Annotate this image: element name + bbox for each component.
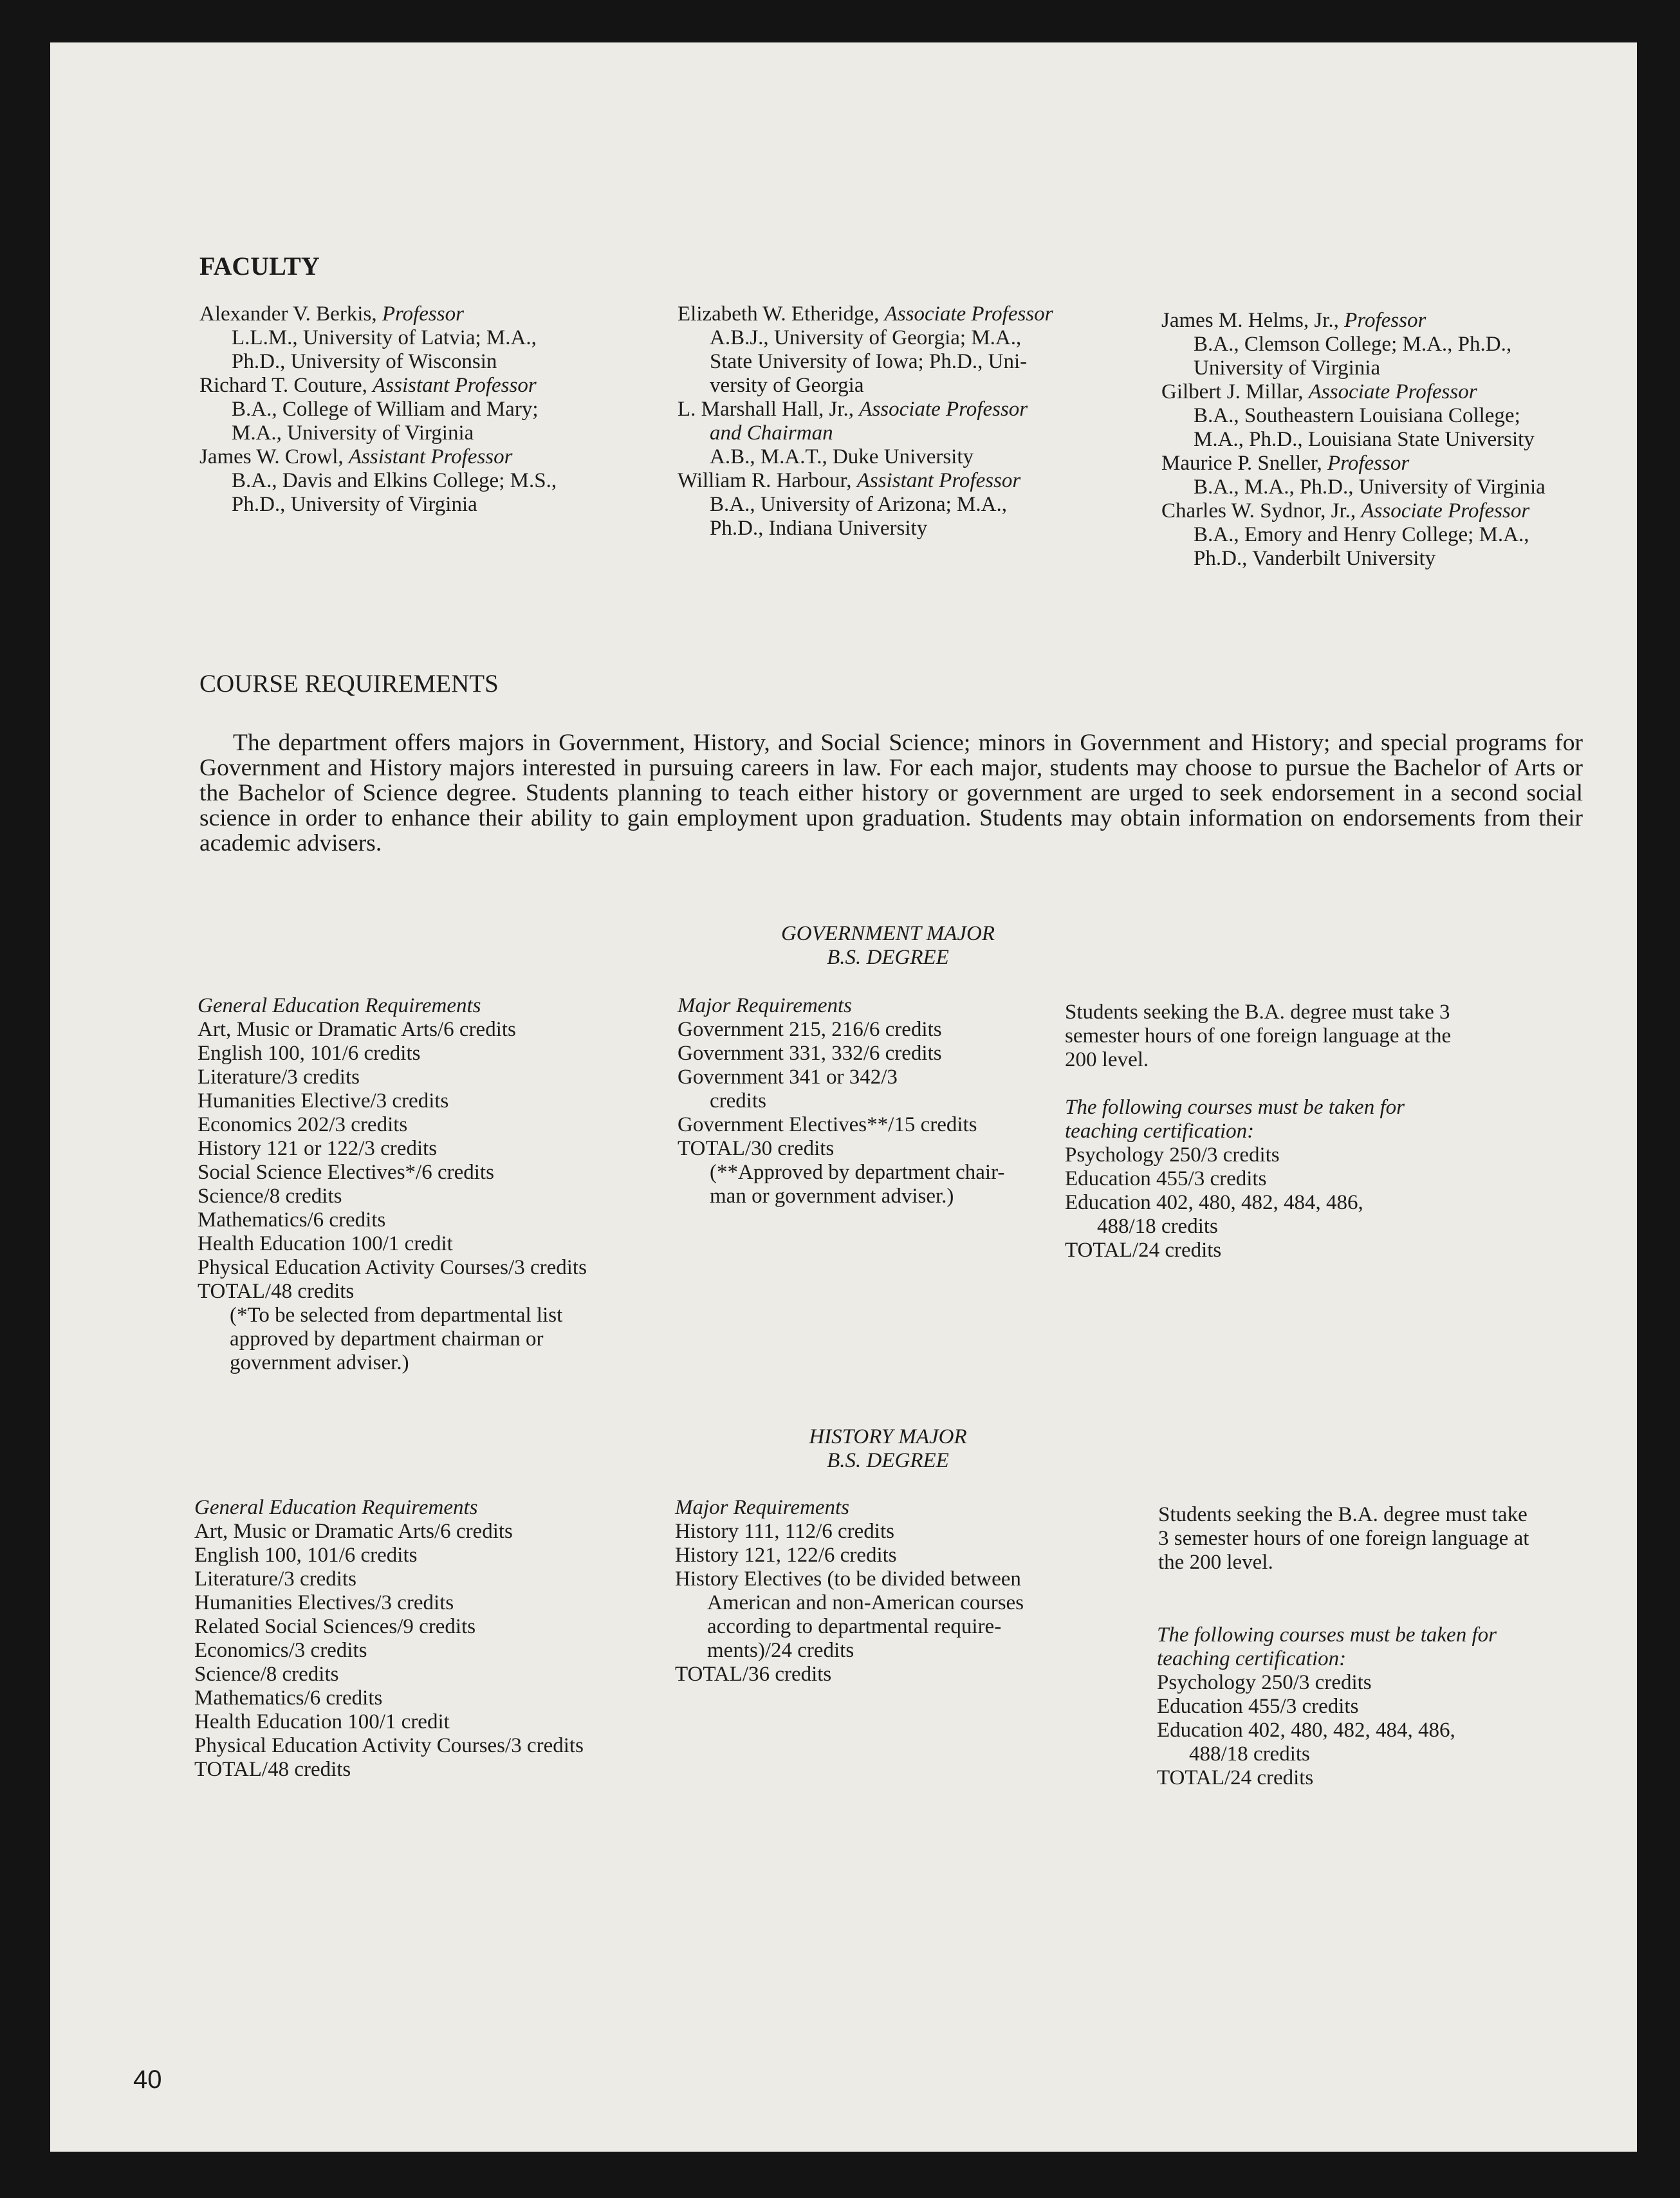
faculty-degree: Ph.D., University of Wisconsin bbox=[232, 350, 497, 373]
faculty-degree: Ph.D., Vanderbilt University bbox=[1194, 547, 1436, 570]
faculty-degree: B.A., Davis and Elkins College; M.S., bbox=[232, 469, 557, 492]
faculty-degree: University of Virginia bbox=[1194, 356, 1381, 380]
faculty-degree: Ph.D., Indiana University bbox=[710, 517, 928, 540]
faculty-name: James M. Helms, Jr., Professor bbox=[1161, 309, 1426, 332]
major-heading: Major Requirements bbox=[678, 994, 852, 1017]
requirement-note: approved by department chairman or bbox=[230, 1327, 544, 1351]
requirement-item: English 100, 101/6 credits bbox=[194, 1544, 418, 1567]
government-major-degree: B.S. DEGREE bbox=[827, 946, 949, 969]
faculty-name: Elizabeth W. Etheridge, Associate Professor bbox=[678, 302, 1053, 326]
government-major-heading bbox=[708, 922, 1068, 970]
government-certification bbox=[1065, 1096, 1405, 1262]
faculty-column-1 bbox=[199, 302, 557, 517]
government-ba-note bbox=[1065, 1001, 1451, 1072]
faculty-name: L. Marshall Hall, Jr., Associate Professor bbox=[678, 398, 1028, 421]
history-gen-ed bbox=[194, 1496, 584, 1782]
requirement-item: Education 402, 480, 482, 484, 486, bbox=[1157, 1719, 1455, 1742]
requirement-total: TOTAL/48 credits bbox=[198, 1280, 355, 1303]
gen-ed-heading: General Education Requirements bbox=[198, 994, 481, 1017]
requirement-total: TOTAL/48 credits bbox=[194, 1758, 351, 1781]
major-heading: Major Requirements bbox=[675, 1496, 849, 1519]
requirement-item: Education 402, 480, 482, 484, 486, bbox=[1065, 1191, 1363, 1214]
requirement-item: Art, Music or Dramatic Arts/6 credits bbox=[198, 1018, 516, 1041]
faculty-degree: M.A., University of Virginia bbox=[232, 421, 474, 445]
requirement-item: Education 455/3 credits bbox=[1065, 1167, 1267, 1190]
requirement-note: man or government adviser.) bbox=[710, 1185, 954, 1208]
requirement-item: Government 215, 216/6 credits bbox=[678, 1018, 942, 1041]
requirement-item: credits bbox=[710, 1089, 766, 1113]
requirement-item: Education 455/3 credits bbox=[1157, 1695, 1359, 1718]
cert-heading: teaching certification: bbox=[1157, 1647, 1347, 1670]
requirement-total: TOTAL/24 credits bbox=[1065, 1239, 1222, 1262]
ba-note-line: 3 semester hours of one foreign language at bbox=[1158, 1527, 1529, 1550]
faculty-column-3 bbox=[1161, 309, 1546, 571]
requirement-item: Mathematics/6 credits bbox=[198, 1208, 386, 1232]
requirement-item: according to departmental require- bbox=[707, 1615, 1002, 1638]
requirement-item: Economics/3 credits bbox=[194, 1639, 367, 1662]
faculty-name: Richard T. Couture, Assistant Professor bbox=[199, 374, 537, 397]
government-major-requirements bbox=[678, 994, 1004, 1208]
faculty-degree: B.A., Clemson College; M.A., Ph.D., bbox=[1194, 333, 1512, 356]
faculty-degree: B.A., M.A., Ph.D., University of Virginia bbox=[1194, 476, 1546, 499]
course-requirements-paragraph: The department offers majors in Government, History, and Social Science; minors in Government and History; and special programs for Government and History majors interested in pursuing careers in law. For each major, students may choose to pursue the Bachelor of Arts or the Bachelor of Science degree. Students planning to teach either history or government are urged to seek endorsement in a second social science in order to enhance their ability to gain employment upon graduation. Students may obtain information on endorsements from their academic advisers. bbox=[199, 730, 1583, 856]
gen-ed-heading: General Education Requirements bbox=[194, 1496, 478, 1519]
faculty-title: and Chairman bbox=[710, 421, 833, 445]
history-certification bbox=[1157, 1623, 1497, 1790]
faculty-degree: B.A., University of Arizona; M.A., bbox=[710, 493, 1007, 516]
requirement-total: TOTAL/36 credits bbox=[675, 1663, 832, 1686]
requirement-item: History Electives (to be divided between bbox=[675, 1567, 1021, 1591]
requirement-item: Physical Education Activity Courses/3 credits bbox=[198, 1256, 587, 1279]
requirement-item: Government Electives**/15 credits bbox=[678, 1113, 977, 1136]
faculty-degree: Ph.D., University of Virginia bbox=[232, 493, 477, 516]
requirement-item: Health Education 100/1 credit bbox=[198, 1232, 453, 1255]
requirement-item: Literature/3 credits bbox=[198, 1066, 360, 1089]
requirement-note: government adviser.) bbox=[230, 1351, 409, 1374]
faculty-name: Alexander V. Berkis, Professor bbox=[199, 302, 464, 326]
requirement-item: Related Social Sciences/9 credits bbox=[194, 1615, 476, 1638]
requirement-item: Humanities Electives/3 credits bbox=[194, 1591, 454, 1614]
history-major-title: HISTORY MAJOR bbox=[809, 1425, 967, 1448]
requirement-item: Mathematics/6 credits bbox=[194, 1686, 383, 1710]
requirement-item: Physical Education Activity Courses/3 credits bbox=[194, 1734, 584, 1757]
faculty-degree: A.B.J., University of Georgia; M.A., bbox=[710, 326, 1022, 349]
faculty-column-2 bbox=[678, 302, 1053, 540]
requirement-item: 488/18 credits bbox=[1097, 1215, 1218, 1238]
history-major-degree: B.S. DEGREE bbox=[827, 1449, 949, 1472]
ba-note-line: the 200 level. bbox=[1158, 1551, 1273, 1574]
requirement-item: Health Education 100/1 credit bbox=[194, 1710, 450, 1733]
faculty-degree: State University of Iowa; Ph.D., Uni- bbox=[710, 350, 1028, 373]
faculty-degree: A.B., M.A.T., Duke University bbox=[710, 445, 974, 468]
government-gen-ed bbox=[198, 994, 587, 1375]
faculty-heading: FACULTY bbox=[199, 252, 320, 281]
course-requirements-heading: COURSE REQUIREMENTS bbox=[199, 670, 499, 697]
requirement-item: Literature/3 credits bbox=[194, 1567, 356, 1591]
ba-note-line: 200 level. bbox=[1065, 1048, 1149, 1071]
faculty-degree: B.A., College of William and Mary; bbox=[232, 398, 539, 421]
page-number: 40 bbox=[133, 2065, 162, 2094]
faculty-name: Gilbert J. Millar, Associate Professor bbox=[1161, 380, 1477, 403]
requirement-item: Social Science Electives*/6 credits bbox=[198, 1161, 494, 1184]
requirement-total: TOTAL/24 credits bbox=[1157, 1766, 1314, 1789]
faculty-name: James W. Crowl, Assistant Professor bbox=[199, 445, 513, 468]
requirement-item: History 121 or 122/3 credits bbox=[198, 1137, 438, 1160]
requirement-item: English 100, 101/6 credits bbox=[198, 1042, 421, 1065]
faculty-degree: M.A., Ph.D., Louisiana State University bbox=[1194, 428, 1535, 451]
history-major-heading bbox=[708, 1425, 1068, 1473]
requirement-item: 488/18 credits bbox=[1189, 1742, 1310, 1766]
ba-note-line: Students seeking the B.A. degree must take bbox=[1158, 1503, 1528, 1526]
requirement-item: History 111, 112/6 credits bbox=[675, 1520, 894, 1543]
requirement-item: Psychology 250/3 credits bbox=[1065, 1143, 1280, 1167]
cert-heading: The following courses must be taken for bbox=[1065, 1096, 1405, 1119]
requirement-item: Science/8 credits bbox=[194, 1663, 339, 1686]
requirement-item: Science/8 credits bbox=[198, 1185, 342, 1208]
requirement-item: Government 341 or 342/3 bbox=[678, 1066, 898, 1089]
requirement-item: Psychology 250/3 credits bbox=[1157, 1671, 1372, 1694]
requirement-item: Humanities Elective/3 credits bbox=[198, 1089, 449, 1113]
faculty-degree: B.A., Southeastern Louisiana College; bbox=[1194, 404, 1520, 427]
cert-heading: The following courses must be taken for bbox=[1157, 1623, 1497, 1647]
ba-note-line: Students seeking the B.A. degree must take 3 bbox=[1065, 1001, 1450, 1024]
history-ba-note bbox=[1158, 1503, 1529, 1575]
requirement-item: ments)/24 credits bbox=[707, 1639, 854, 1662]
faculty-name: Maurice P. Sneller, Professor bbox=[1161, 452, 1410, 475]
government-major-title: GOVERNMENT MAJOR bbox=[780, 922, 995, 945]
faculty-degree: versity of Georgia bbox=[710, 374, 864, 397]
requirement-note: (**Approved by department chair- bbox=[710, 1161, 1005, 1184]
faculty-name: William R. Harbour, Assistant Professor bbox=[678, 469, 1021, 492]
ba-note-line: semester hours of one foreign language at the bbox=[1065, 1024, 1452, 1048]
faculty-degree: B.A., Emory and Henry College; M.A., bbox=[1194, 523, 1529, 546]
faculty-degree: L.L.M., University of Latvia; M.A., bbox=[232, 326, 537, 349]
faculty-name: Charles W. Sydnor, Jr., Associate Professor bbox=[1161, 499, 1530, 522]
requirement-total: TOTAL/30 credits bbox=[678, 1137, 835, 1160]
requirement-item: Art, Music or Dramatic Arts/6 credits bbox=[194, 1520, 513, 1543]
history-major-requirements bbox=[675, 1496, 1024, 1686]
requirement-item: Government 331, 332/6 credits bbox=[678, 1042, 942, 1065]
requirement-item: Economics 202/3 credits bbox=[198, 1113, 408, 1136]
requirement-note: (*To be selected from departmental list bbox=[230, 1304, 563, 1327]
requirement-item: American and non-American courses bbox=[707, 1591, 1024, 1614]
cert-heading: teaching certification: bbox=[1065, 1120, 1255, 1143]
requirement-item: History 121, 122/6 credits bbox=[675, 1544, 897, 1567]
